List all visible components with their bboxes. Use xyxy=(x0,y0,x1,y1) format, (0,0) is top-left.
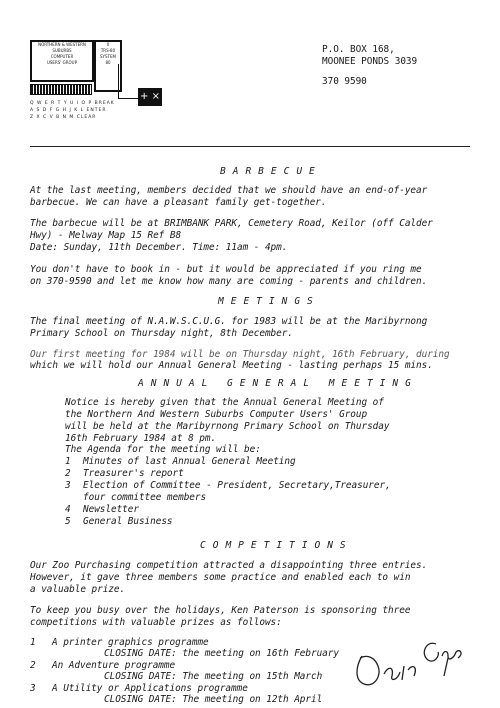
address-line-2: MOONEE PONDS 3039 xyxy=(322,56,418,67)
competition-number: 3 xyxy=(30,683,36,694)
competitions-line: To keep you busy over the holidays, Ken Paterson is sponsoring three xyxy=(30,605,411,616)
logo-key-row: Z X C V B N M CLEAR xyxy=(30,115,97,120)
agm-notice-line: will be held at the Maribyrnong Primary School on Thursday xyxy=(65,421,390,432)
barbecue-line: Date: Sunday, 11th December. Time: 11am - 4pm. xyxy=(30,242,288,253)
barbecue-heading: BARBECUE xyxy=(220,166,322,177)
header-rule xyxy=(30,146,470,147)
signature xyxy=(348,636,468,698)
logo-line: COMPUTER xyxy=(50,54,74,59)
agm-item-text: General Business xyxy=(83,516,173,527)
agm-notice-line: the Northern And Western Suburbs Computer Users' Group xyxy=(65,409,368,420)
logo-cable xyxy=(118,64,139,99)
meetings-line: Primary School on Thursday night, 8th December. xyxy=(30,328,293,339)
logo-side-line: TRS-80 xyxy=(100,48,116,53)
agm-item-number: 4 xyxy=(65,504,71,515)
agm-item-number: 5 xyxy=(65,516,71,527)
competitions-line: competitions with valuable prizes as follows: xyxy=(30,617,282,628)
agm-item-number: 1 xyxy=(65,456,71,467)
agm-item-text: four committee members xyxy=(83,492,207,503)
meetings-line: The final meeting of N.A.W.S.C.U.G. for 1983 will be at the Maribyrnong xyxy=(30,316,428,327)
logo-key-row: Q W E R T Y U I O P BREAK xyxy=(30,101,115,106)
barbecue-line: on 370-9590 and let me know how many are coming - parents and children. xyxy=(30,276,428,287)
meetings-line: which we will hold our Annual General Meeting - lasting perhaps 15 mins. xyxy=(30,360,433,371)
competitions-line: However, it gave three members some practice and enabled each to win xyxy=(30,572,411,583)
logo-line: NORTHERN & WESTERN xyxy=(38,42,86,47)
barbecue-line: At the last meeting, members decided that we should have an end-of-year xyxy=(30,185,428,196)
agm-notice-line: Notice is hereby given that the Annual General Meeting of xyxy=(65,397,384,408)
logo-keypad-icon: + × xyxy=(138,88,162,106)
group-logo xyxy=(30,40,170,130)
meetings-line: Our first meeting for 1984 will be on Thursday night, 16th February, during xyxy=(30,349,450,360)
competition-title: A Utility or Applications programme xyxy=(52,683,248,694)
competition-number: 1 xyxy=(30,637,36,648)
logo-key-row: A S D F G H J K L ENTER xyxy=(30,108,107,113)
phone-number: 370 9590 xyxy=(322,76,367,87)
meetings-heading: MEETINGS xyxy=(218,296,320,307)
agm-notice-line: The Agenda for the meeting will be: xyxy=(65,444,261,455)
logo-side-line: SYSTEM xyxy=(100,54,116,59)
logo-line: USERS' GROUP xyxy=(46,60,78,65)
barbecue-line: You don't have to book in - but it would be appreciated if you ring me xyxy=(30,264,422,275)
competition-number: 2 xyxy=(30,660,36,671)
competitions-line: a valuable prize. xyxy=(30,584,126,595)
agm-heading: ANNUAL GENERAL MEETING xyxy=(138,378,418,389)
agm-item-number: 3 xyxy=(65,480,71,491)
logo-side-line: II xyxy=(106,42,110,47)
logo-key-rows xyxy=(30,100,115,121)
agm-item-text: Newsletter xyxy=(83,504,139,515)
logo-side-line: 80 xyxy=(105,60,111,65)
barbecue-line: barbecue. We can have a pleasant family get-together. xyxy=(30,197,327,208)
logo-line: SUBURBS xyxy=(52,48,72,53)
competition-title: An Adventure programme xyxy=(52,660,176,671)
competition-closing: CLOSING DATE: The meeting on 12th April xyxy=(104,694,323,705)
agm-item-text: Election of Committee - President, Secretary,Treasurer, xyxy=(83,480,391,491)
address-line-1: P.O. BOX 168, xyxy=(322,44,395,55)
competition-closing: CLOSING DATE: the meeting on 16th February xyxy=(104,648,339,659)
agm-item-number: 2 xyxy=(65,468,71,479)
logo-keyboard-icon xyxy=(30,84,92,95)
barbecue-line: The barbecue will be at BRIMBANK PARK, Cemetery Road, Keilor (off Calder xyxy=(30,218,433,229)
competition-closing: CLOSING DATE: The meeting on 15th March xyxy=(104,671,323,682)
barbecue-line: Hwy) - Melway Map 15 Ref B8 xyxy=(30,230,182,241)
logo-screen xyxy=(30,40,94,82)
competitions-heading: COMPETITIONS xyxy=(200,540,353,551)
agm-item-text: Treasurer's report xyxy=(83,468,184,479)
agm-item-text: Minutes of last Annual General Meeting xyxy=(83,456,296,467)
agm-notice-line: 16th February 1984 at 8 pm. xyxy=(65,433,217,444)
competition-title: A printer graphics programme xyxy=(52,637,209,648)
competitions-line: Our Zoo Purchasing competition attracted a disappointing three entries. xyxy=(30,560,428,571)
